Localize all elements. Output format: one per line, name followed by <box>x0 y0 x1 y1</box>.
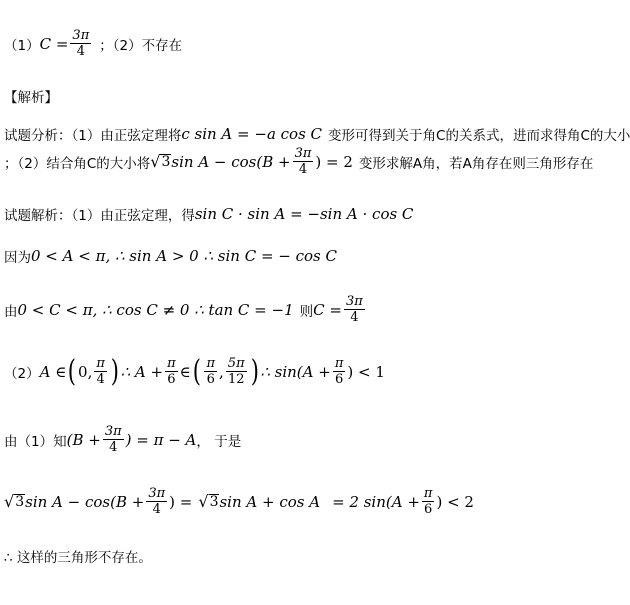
analysis-math-2b: ) = 2 <box>315 152 353 171</box>
fraction-pi-6-d <box>422 486 435 517</box>
fraction-numerator: π <box>206 356 216 371</box>
fraction-denominator: 4 <box>298 162 308 177</box>
solution-math-5b: ) = π − A <box>125 430 197 449</box>
solution-math-3: 0 < C < π, ∴ cos C ≠ 0 ∴ tan C = −1 <box>17 300 294 319</box>
fraction-denominator: 4 <box>109 440 118 455</box>
fraction-denominator: 6 <box>424 502 433 517</box>
sqrt-radicand: 3 <box>161 154 171 170</box>
sqrt-radicand: 3 <box>15 494 25 510</box>
fraction-numerator: 3π <box>72 28 90 43</box>
section-title: 【解析】 <box>4 90 58 106</box>
fraction-denominator: 4 <box>350 310 359 325</box>
fraction-denominator: 6 <box>334 372 344 387</box>
fraction-numerator: 3π <box>294 146 312 161</box>
solution-math-4e: ∴ sin(A + <box>260 362 331 381</box>
solution-math-4c: ∴ A + <box>120 362 164 381</box>
solution-text-5b: ， 于是 <box>196 433 242 450</box>
solution-text-2a: 因为 <box>4 250 31 266</box>
solution-math-1: sin C · sin A = −sin A · cos C <box>194 205 414 223</box>
solution-math-4f: ) < 1 <box>347 362 385 381</box>
analysis-math-1: c sin A = −a cos C <box>181 125 323 143</box>
fraction-numerator: π <box>167 356 176 371</box>
solution-line-3 <box>4 294 367 325</box>
fraction-numerator: 3π <box>345 294 363 309</box>
analysis-math-2a: sin A − cos(B + <box>171 152 291 171</box>
solution-line-5 <box>4 424 241 455</box>
fraction-pi-6-c <box>333 356 346 387</box>
sqrt-radicand: 3 <box>209 494 219 510</box>
analysis-text-1b: 变形可得到关于角C的关系式，进而求得角C的大小 <box>328 128 630 144</box>
answer-line <box>4 28 182 59</box>
fraction-numerator: 3π <box>148 486 166 501</box>
fraction-pi-4 <box>94 356 107 387</box>
solution-text-4a: （2） <box>4 365 40 382</box>
solution-math-6b: ) = <box>169 492 193 511</box>
sqrt-expression: √ 3 <box>150 152 171 171</box>
fraction-numerator: 3π <box>104 424 122 439</box>
solution-line-1 <box>4 204 413 224</box>
answer-c-eq: C = <box>39 34 69 53</box>
solution-fraction-3 <box>344 294 365 325</box>
solution-math-6d: = 2 sin(A + <box>332 492 420 511</box>
fraction-pi-6-b <box>204 356 217 387</box>
solution-text-5a: 由（1）知 <box>4 433 67 450</box>
fraction-denominator: 4 <box>152 502 161 517</box>
fraction-denominator: 4 <box>96 372 105 387</box>
solution-math-6c: sin A + cos A <box>219 492 321 511</box>
fraction-3pi-4 <box>103 424 124 455</box>
sqrt-expression: √ 3 <box>4 492 25 511</box>
fraction-3pi-4-b <box>146 486 167 517</box>
fraction-5pi-12 <box>226 356 247 387</box>
solution-math-6e: ) < 2 <box>436 492 474 511</box>
solution-math-4comma: , <box>219 362 224 381</box>
solution-line-2 <box>4 246 337 266</box>
answer-part2: ；（2）不存在 <box>99 37 183 54</box>
fraction-denominator: 4 <box>76 44 85 59</box>
fraction-numerator: π <box>423 486 433 501</box>
solution-line-4: （2） A ∈ ( 0, $\frac{\pi}{4}$ ) ∴ A + $\frac{\pi}{6}$ ∈ ( $\frac{\pi}{6}$ , $\frac{5\pi}{12}$ ) ∴ sin(A + $\frac{\pi}{6}$ ) < 1 <box>4 353 385 389</box>
analysis-text-1a: 试题分析：（1）由正弦定理将 <box>4 128 182 144</box>
fraction-denominator: 6 <box>167 372 176 387</box>
fraction-denominator: 6 <box>206 372 215 387</box>
solution-text-1a: 试题解析：（1）由正弦定理，得 <box>4 208 195 224</box>
fraction-numerator: π <box>96 356 105 371</box>
fraction-numerator: 5π <box>227 356 245 371</box>
solution-math-3c: C = <box>313 300 342 319</box>
answer-fraction <box>70 28 91 59</box>
solution-text-3a: 由 <box>4 303 18 320</box>
solution-math-6a: sin A − cos(B + <box>25 492 145 511</box>
conclusion-line: ∴ 这样的三角形不存在。 <box>4 550 152 566</box>
analysis-line-1 <box>4 124 630 144</box>
answer-part1-label: （1） <box>4 37 40 54</box>
solution-math-4a: A ∈ <box>39 362 67 381</box>
analysis-line-2 <box>4 146 593 177</box>
analysis-text-2b: 变形求解A角，若A角存在则三角形存在 <box>358 155 594 172</box>
solution-line-6 <box>4 486 474 517</box>
sqrt-expression: √ 3 <box>198 492 219 511</box>
solution-math-4d: ∈ <box>179 362 191 381</box>
solution-math-5a: (B + <box>66 430 101 449</box>
solution-math-4b: 0, <box>78 362 93 381</box>
solution-text-3b: 则 <box>299 303 314 320</box>
analysis-text-2a: ；（2）结合角C的大小将 <box>4 155 151 172</box>
analysis-fraction <box>293 146 314 177</box>
fraction-numerator: π <box>334 356 344 371</box>
fraction-pi-6 <box>165 356 178 387</box>
fraction-denominator: 12 <box>227 372 245 387</box>
solution-math-2: 0 < A < π, ∴ sin A > 0 ∴ sin C = − cos C <box>31 247 337 265</box>
